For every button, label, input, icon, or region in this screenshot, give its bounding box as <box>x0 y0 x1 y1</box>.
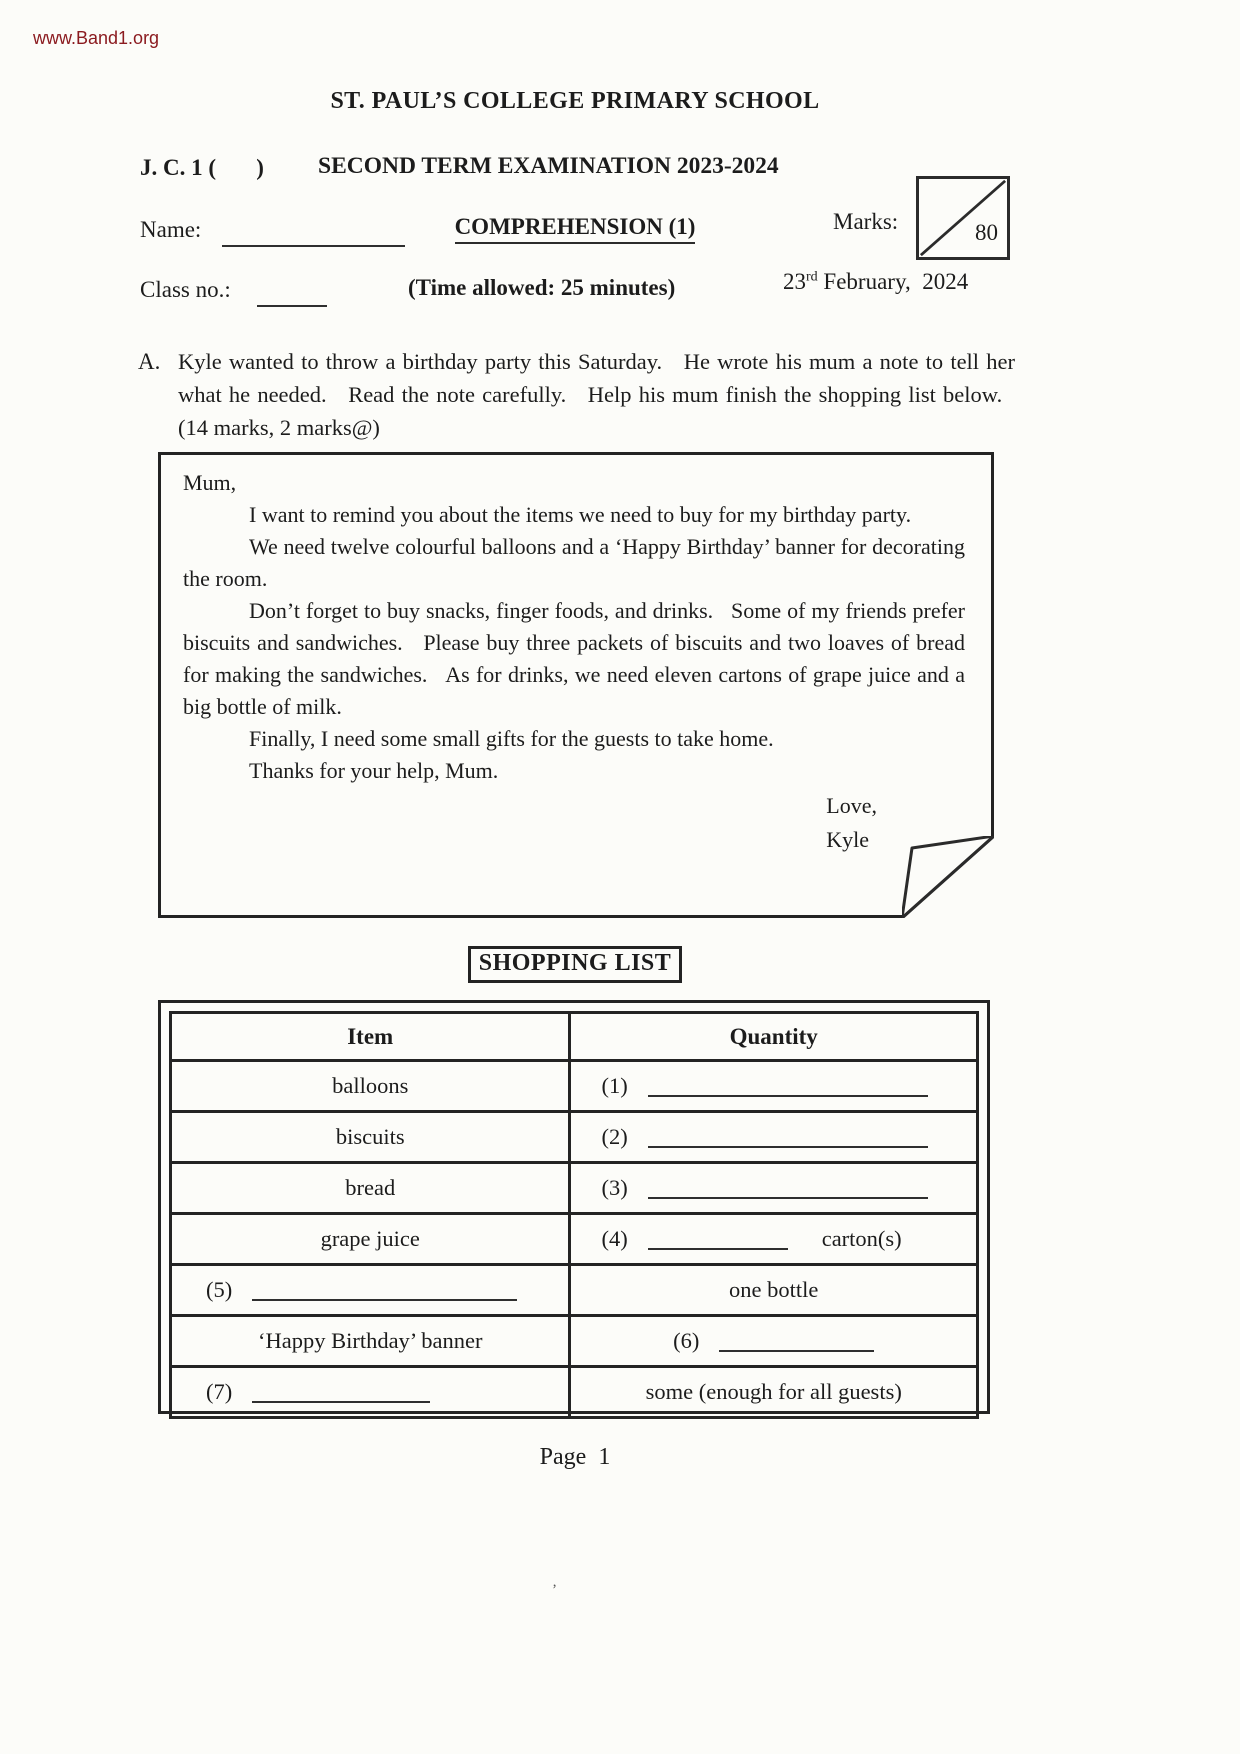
time-allowed: (Time allowed: 25 minutes) <box>408 275 676 300</box>
exam-title: SECOND TERM EXAMINATION 2023-2024 <box>318 153 779 179</box>
page-fold-icon <box>902 836 994 918</box>
answer-number: (7) <box>206 1379 233 1404</box>
answer-number: (2) <box>601 1124 628 1149</box>
header-quantity: Quantity <box>570 1013 978 1061</box>
quantity-cell: one bottle <box>570 1265 978 1316</box>
scan-artifact: ’ <box>552 1582 557 1598</box>
date-day: 23 <box>783 269 806 294</box>
item-cell: grape juice <box>171 1214 570 1265</box>
item-cell: ‘Happy Birthday’ banner <box>171 1316 570 1367</box>
table-row <box>171 1112 978 1163</box>
quantity-unit: carton(s) <box>821 1226 902 1251</box>
watermark-link[interactable]: www.Band1.org <box>33 28 160 48</box>
item-cell: bread <box>171 1163 570 1214</box>
answer-number: (4) <box>601 1226 628 1251</box>
answer-number: (1) <box>601 1073 628 1098</box>
table-row <box>171 1265 978 1316</box>
answer-blank <box>648 1073 928 1097</box>
closing-word: Love, <box>826 793 877 818</box>
date-rest: February, 2024 <box>817 269 969 294</box>
shopping-list-title-row <box>140 946 1010 983</box>
answer-number: (3) <box>601 1175 628 1200</box>
quantity-cell <box>570 1316 978 1367</box>
exam-date <box>783 269 968 295</box>
note-paragraph: We need twelve colourful balloons and a ‘Happy Birthday’ banner for decorating the room. <box>183 534 965 591</box>
answer-blank <box>719 1328 874 1352</box>
quantity-cell: some (enough for all guests) <box>570 1367 978 1418</box>
item-cell <box>171 1367 570 1418</box>
note-paragraph: Don’t forget to buy snacks, finger foods, and drinks. Some of my friends prefer biscuits and sandwiches. Please buy three packets of biscuits and two loaves of bread for making the sandwiches. As for drinks, we need eleven cartons of grape juice and a big bottle of milk. <box>183 598 965 719</box>
section-a-label: A. <box>138 349 161 374</box>
item-cell <box>171 1265 570 1316</box>
marks-box <box>916 176 1010 260</box>
shopping-table <box>158 1000 990 1414</box>
table-row <box>171 1061 978 1112</box>
note-paragraph: I want to remind you about the items we need to buy for my birthday party. <box>249 502 912 527</box>
name-label: Name: <box>140 217 202 242</box>
table-row <box>171 1367 978 1418</box>
quantity-cell <box>570 1112 978 1163</box>
quantity-cell <box>570 1163 978 1214</box>
note-closing <box>826 789 877 857</box>
answer-number: (5) <box>206 1277 233 1302</box>
item-cell: biscuits <box>171 1112 570 1163</box>
answer-blank <box>648 1175 928 1199</box>
table-row <box>171 1214 978 1265</box>
subject-title: COMPREHENSION (1) <box>455 214 696 244</box>
page-footer: Page 1 <box>539 1444 611 1470</box>
table-header-row <box>171 1013 978 1061</box>
marks-total: 80 <box>975 220 998 245</box>
class-no-blank <box>257 282 327 307</box>
signature: Kyle <box>826 827 870 852</box>
table-row <box>171 1316 978 1367</box>
section-a <box>138 345 1015 444</box>
note-salutation: Mum, <box>183 470 237 495</box>
header-item: Item <box>171 1013 570 1061</box>
item-cell: balloons <box>171 1061 570 1112</box>
answer-blank <box>252 1379 430 1403</box>
shopping-list-title: SHOPPING LIST <box>468 946 683 983</box>
answer-blank <box>648 1124 928 1148</box>
quantity-cell <box>570 1214 978 1265</box>
marks-label: Marks: <box>833 209 899 234</box>
note-paragraph: Finally, I need some small gifts for the guests to take home. <box>249 726 774 751</box>
quantity-cell <box>570 1061 978 1112</box>
table-row <box>171 1163 978 1214</box>
note-paragraph: Thanks for your help, Mum. <box>249 758 499 783</box>
class-code: J. C. 1 ( ) <box>140 155 264 180</box>
section-a-instructions: Kyle wanted to throw a birthday party this Saturday. He wrote his mum a note to tell her what he needed. Read the note carefully. Help his mum finish the shopping list below. (14 marks, 2 marks@) <box>178 349 1015 440</box>
class-no-label: Class no.: <box>140 277 231 302</box>
answer-blank <box>648 1226 788 1250</box>
school-name: ST. PAUL’S COLLEGE PRIMARY SCHOOL <box>330 88 820 114</box>
answer-blank <box>252 1277 517 1301</box>
answer-number: (6) <box>673 1328 700 1353</box>
note-box <box>158 452 994 918</box>
date-ordinal: rd <box>806 269 818 285</box>
